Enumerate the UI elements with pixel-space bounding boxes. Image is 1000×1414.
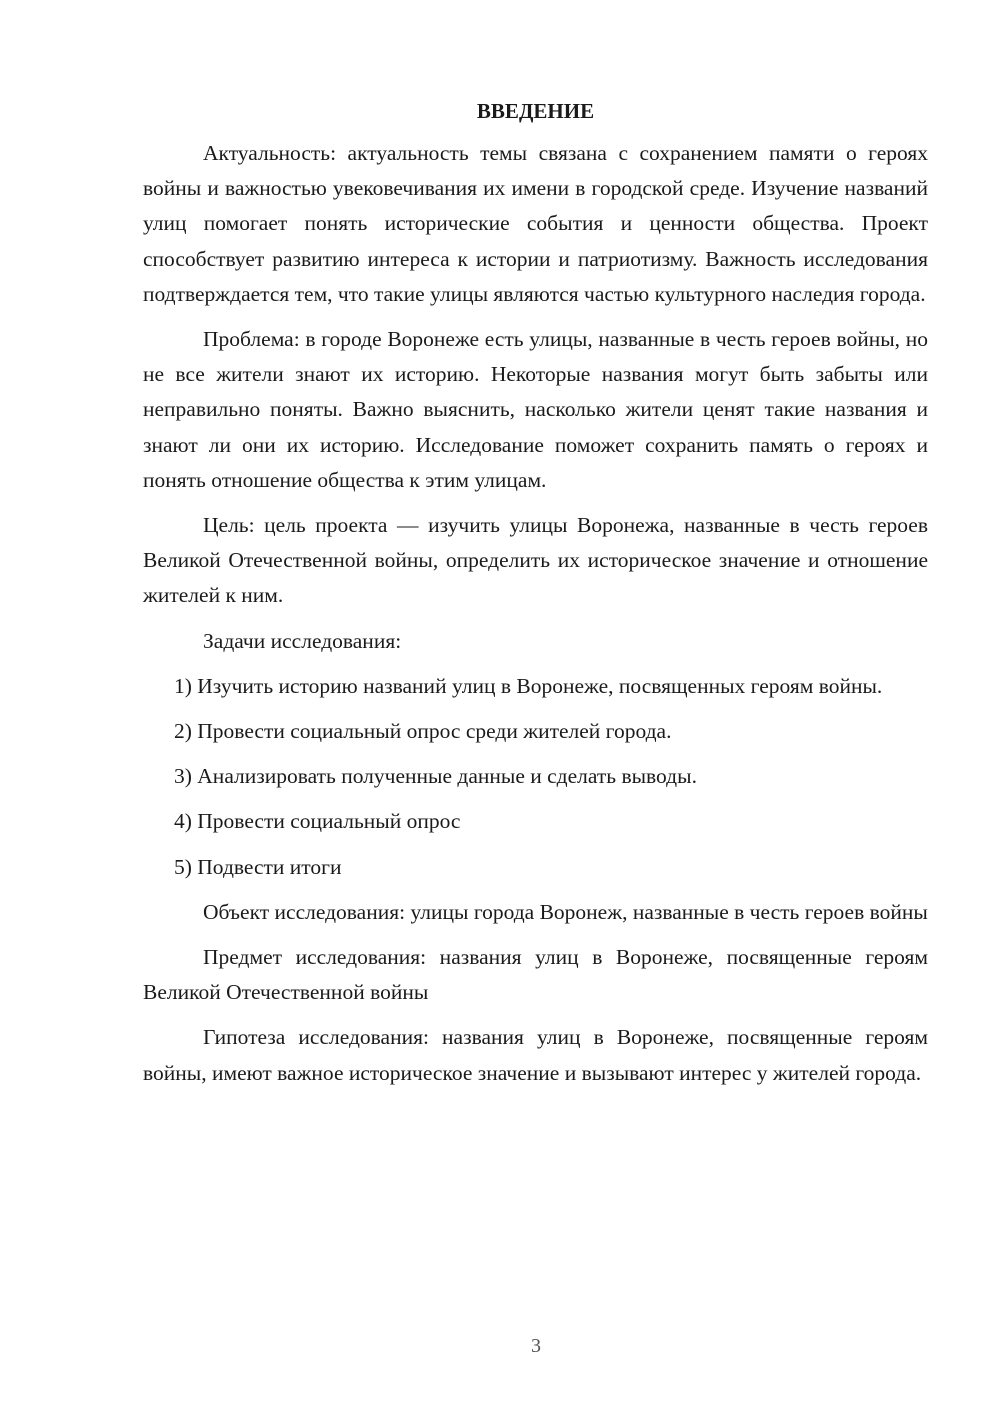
task-item-1: 1) Изучить историю названий улиц в Воронеже, посвященных героям войны. — [174, 673, 883, 698]
paragraph-problem: Проблема: в городе Воронеже есть улицы, названные в честь героев войны, но не все жители знают их историю. Некоторые названия могут быть забыты или неправильно поняты. Важно выяснить, насколько жители ценят такие названия и знают ли они их историю. Исследование поможет сохранить память о героях и понять отношение общества к этим улицам. — [143, 327, 928, 492]
task-item-2: 2) Провести социальный опрос среди жителей города. — [174, 719, 672, 744]
tasks-heading: Задачи исследования: — [203, 628, 402, 653]
tasks-list — [143, 669, 928, 885]
paragraph-subject: Предмет исследования: названия улиц в Воронеже, посвященные героям Великой Отечественной войны — [143, 945, 928, 1005]
paragraph-goal: Цель: цель проекта — изучить улицы Воронежа, названные в честь героев Великой Отечественной войны, определить их историческое значение и отношение жителей к ним. — [143, 513, 928, 608]
page-number: 3 — [531, 1335, 541, 1357]
paragraph-hypothesis: Гипотеза исследования: названия улиц в Воронеже, посвященные героям войны, имеют важное историческое значение и вызывают интерес у жителей города. — [143, 1025, 928, 1085]
task-item-4: 4) Провести социальный опрос — [174, 809, 461, 834]
document-page — [143, 96, 928, 1101]
task-item-5: 5) Подвести итоги — [174, 854, 342, 879]
page-title: ВВЕДЕНИЕ — [476, 99, 595, 123]
task-item-3: 3) Анализировать полученные данные и сделать выводы. — [174, 764, 697, 789]
paragraph-object: Объект исследования: улицы города Воронеж, названные в честь героев войны — [203, 899, 928, 924]
paragraph-relevance: Актуальность: актуальность темы связана с сохранением памяти о героях войны и важностью увековечивания их имени в городской среде. Изучение названий улиц помогает понять исторические события и ценности общества. Проект способствует развитию интереса к истории и патриотизму. Важность исследования подтверждается тем, что такие улицы являются частью культурного наследия города. — [143, 141, 928, 306]
